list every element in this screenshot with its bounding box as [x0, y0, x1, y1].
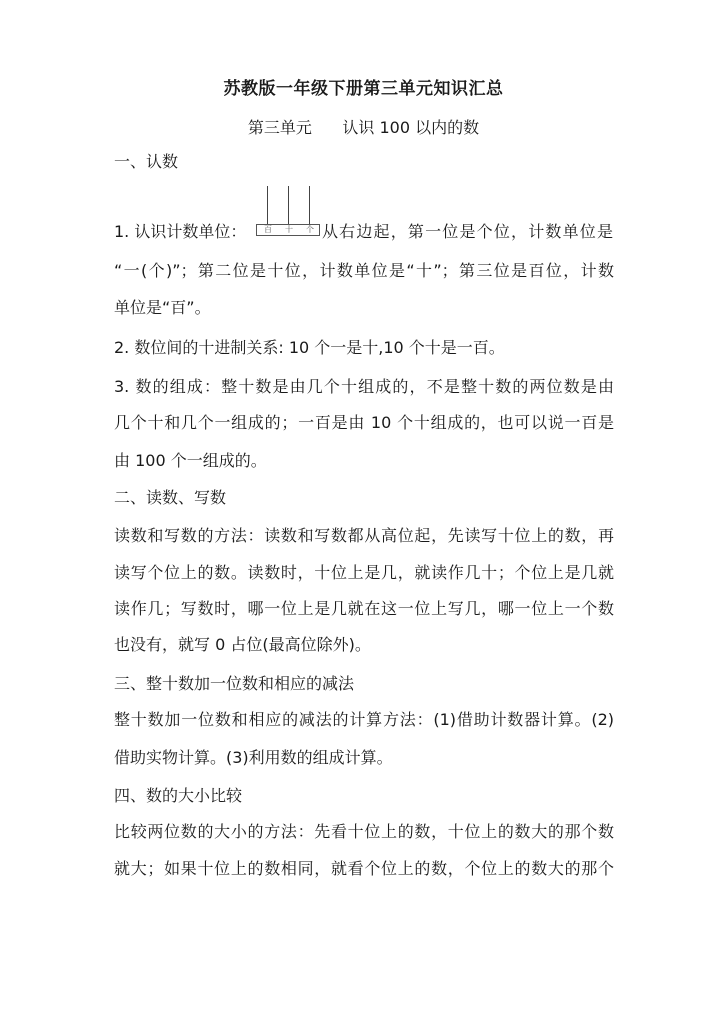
abacus-diagram — [256, 186, 320, 236]
section-2-line-3: 读作几；写数时，哪一位上是几就在这一位上写几，哪一位上一个数 — [114, 599, 614, 618]
section-heading-1: 一、认数 — [114, 152, 179, 171]
item-1-line-1: 从右边起，第一位是个位，计数单位是 — [322, 222, 613, 241]
abacus-label-tens: 十 — [285, 225, 293, 234]
abacus-label-ones: 个 — [306, 225, 314, 234]
item-3-line-1: 3. 数的组成：整十数是由几个十组成的，不是整十数的两位数是由 — [114, 377, 614, 396]
section-heading-3: 三、整十数加一位数和相应的减法 — [114, 674, 355, 693]
item-2-line-1: 2. 数位间的十进制关系: 10 个一是十,10 个十是一百。 — [114, 338, 505, 357]
abacus-rod-hundreds — [267, 186, 268, 224]
section-2-line-1: 读数和写数的方法：读数和写数都从高位起，先读写十位上的数，再 — [114, 526, 614, 545]
item-1-line-3: 单位是“百”。 — [114, 298, 211, 317]
section-3-line-1: 整十数加一位数和相应的减法的计算方法：(1)借助计数器计算。(2) — [114, 710, 614, 729]
abacus-base — [256, 224, 320, 236]
item-1-prefix: 1. 认识计数单位： — [114, 222, 247, 241]
item-3-line-2: 几个十和几个一组成的；一百是由 10 个十组成的，也可以说一百是 — [114, 413, 614, 432]
abacus-rod-tens — [288, 186, 289, 224]
section-heading-4: 四、数的大小比较 — [114, 786, 243, 805]
document-title: 苏教版一年级下册第三单元知识汇总 — [223, 79, 504, 99]
unit-subtitle: 第三单元 认识 100 以内的数 — [247, 118, 480, 137]
section-2-line-2: 读写个位上的数。读数时，十位上是几，就读作几十；个位上是几就 — [114, 563, 614, 582]
item-3-line-3: 由 100 个一组成的。 — [114, 451, 267, 470]
abacus-label-hundreds: 百 — [264, 225, 272, 234]
section-heading-2: 二、读数、写数 — [114, 488, 227, 507]
section-4-line-2: 就大；如果十位上的数相同，就看个位上的数，个位上的数大的那个 — [114, 859, 614, 878]
item-1-line-2: “一(个)”；第二位是十位，计数单位是“十”；第三位是百位，计数 — [114, 261, 614, 280]
section-2-line-4: 也没有，就写 0 占位(最高位除外)。 — [114, 635, 371, 654]
section-3-line-2: 借助实物计算。(3)利用数的组成计算。 — [114, 748, 393, 767]
abacus-rod-ones — [309, 186, 310, 224]
section-4-line-1: 比较两位数的大小的方法：先看十位上的数，十位上的数大的那个数 — [114, 822, 614, 841]
